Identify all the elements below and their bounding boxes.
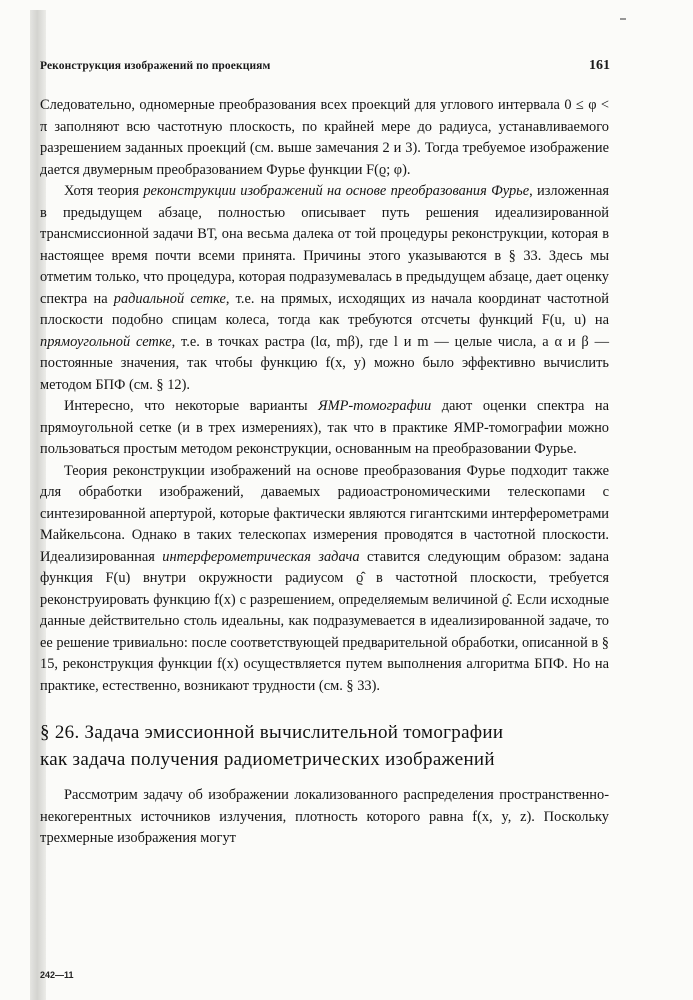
paragraph-2-text: , т.е. в точках растра (lα, mβ), где l и m — целые числа, а α и β — постоянные значения, так чтобы функцию f(x, y) можно было эффективно вычислить методом БПФ (см. § 12). (40, 333, 610, 393)
paragraph-1: Следовательно, одномерные преобразования всех проекций для углового интервала 0 ≤ φ < π заполняют всю частотную плоскость, по крайней мере до радиуса, устанавливаемого разрешением заданных проекций (см. выше замечания 2 и 3). Тогда требуемое изображение дается двумерным преобразованием Фурье функции F(ϱ; φ). (40, 97, 609, 178)
scan-speck (620, 18, 626, 20)
section-heading-line-2: как задача получения радиометрических изображений (40, 749, 495, 770)
paragraph-3 (40, 396, 609, 461)
paragraph-2-text: , т.е. на прямых, исходящих из начала координат частотной плоскости подобно спицам колеса, тогда как требуются отсчеты функций F(u, u) на (40, 290, 609, 328)
paragraph-4-text: Теория реконструкции изображений на основе преобразования Фурье подходит также для обработки изображений, даваемых радиоастрономическими телескопами с синтезированной апертурой, которые фактически являются гигантскими интерферометрами Майкельсона. Однако в таких телескопах измерения проводятся в частотной плоскости. Идеализированная (40, 462, 609, 565)
section-paragraph-1: Рассмотрим задачу об изображении локализованного распределения пространственно-некогерентных источников излучения, плотность которого равна f(x, y, z). Поскольку трехмерные изображения могут (40, 787, 609, 846)
running-title: Реконструкция изображений по проекциям (40, 60, 271, 72)
italic-term: прямоугольной сетке (40, 333, 172, 350)
page-header (40, 60, 610, 80)
section-heading (40, 719, 609, 773)
paragraph-2-text: , изложенная в предыдущем абзаце, полностью описывает путь решения идеализированной трансмиссионной задачи ВТ, она весьма далека от той процедуры реконструкции, которая в настоящее время почти всеми принята. Причины этого указываются в § 33. Здесь мы отметим только, что процедура, которая подразумевалась в предыдущем абзаце, дает оценку спектра на (40, 183, 609, 307)
paragraph-2-text: Хотя теория (64, 183, 144, 199)
italic-term: радиальной сетке (113, 290, 226, 307)
section-heading-line-1: § 26. Задача эмиссионной вычислительной томографии (40, 722, 504, 743)
paragraph-2 (40, 181, 609, 396)
paragraph-3-text: дают оценки спектра на прямоугольной сетке (и в трех измерениях), так что в практике ЯМР-томографии можно пользоваться простым методом реконструкции, основанным на преобразовании Фурье. (40, 398, 609, 457)
paragraph-3-text: Интересно, что некоторые варианты (64, 398, 319, 414)
printer-signature-mark: 242—11 (40, 970, 74, 980)
italic-term: ЯМР-томографии (318, 398, 432, 414)
paragraph-4 (40, 461, 609, 698)
paragraph-4-text: ставится следующим образом: задана функция F(u) внутри окружности радиусом ϱ̂ в частотной плоскости, требуется реконструировать функцию f(x) с разрешением, определяемым величиной ϱ̂. Если исходные данные действительно столь идеальны, как подразумевается в идеализированной задаче, то ее решение тривиально: после соответствующей предварительной обработки, описанной в § 15, реконструкция функции f(x) осуществляется путем выполнения алгоритма БПФ. Но на практике, естественно, возникают трудности (см. § 33). (40, 548, 609, 694)
italic-term: реконструкции изображений на основе преобразования Фурье (143, 183, 530, 199)
page-number: 161 (589, 58, 610, 73)
body-text (40, 95, 609, 850)
italic-term: интерферометрическая задача (162, 548, 360, 565)
